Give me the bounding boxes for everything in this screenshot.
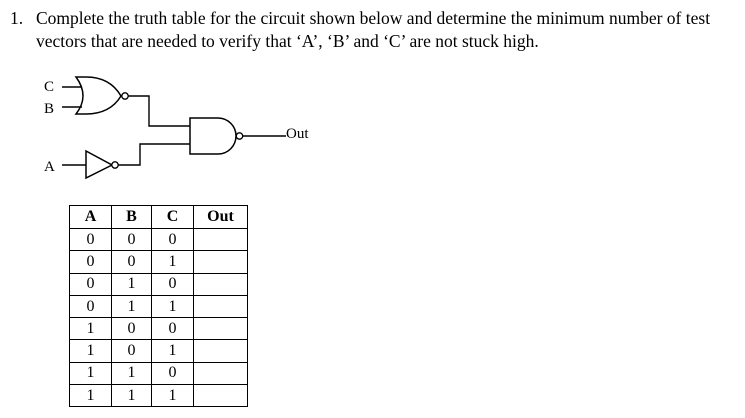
cell-out[interactable] [194,273,248,295]
question-number: 1. [10,8,24,28]
cell-c: 0 [152,318,194,340]
truth-table [69,205,248,407]
input-label-b: B [44,101,55,117]
cell-out[interactable] [194,295,248,317]
cell-out[interactable] [194,229,248,251]
cell-a: 0 [70,295,112,317]
cell-b: 1 [112,362,152,384]
table-row [70,251,248,273]
truth-table-header-row [70,206,248,229]
output-label: Out [286,126,309,142]
table-row [70,340,248,362]
cell-b: 0 [112,229,152,251]
wire-not-to-nand [118,144,190,165]
cell-out[interactable] [194,385,248,407]
cell-c: 1 [152,251,194,273]
cell-a: 0 [70,229,112,251]
header-out: Out [194,206,248,229]
cell-b: 1 [112,385,152,407]
input-label-a: A [44,159,55,175]
header-c: C [152,206,194,229]
nand-gate [190,118,243,154]
cell-b: 0 [112,251,152,273]
cell-a: 1 [70,340,112,362]
table-row [70,318,248,340]
cell-c: 1 [152,295,194,317]
header-a: A [70,206,112,229]
cell-c: 0 [152,362,194,384]
cell-a: 0 [70,251,112,273]
cell-b: 1 [112,273,152,295]
cell-c: 1 [152,340,194,362]
cell-a: 1 [70,362,112,384]
not-gate [86,151,118,178]
nor-gate [76,77,128,114]
header-b: B [112,206,152,229]
cell-a: 0 [70,273,112,295]
cell-b: 1 [112,295,152,317]
table-row [70,385,248,407]
cell-a: 1 [70,318,112,340]
table-row [70,295,248,317]
cell-c: 0 [152,273,194,295]
cell-b: 0 [112,340,152,362]
cell-out[interactable] [194,318,248,340]
cell-b: 0 [112,318,152,340]
input-label-c: C [44,79,55,95]
cell-out[interactable] [194,362,248,384]
cell-c: 1 [152,385,194,407]
table-row [70,362,248,384]
question-text: Complete the truth table for the circuit shown below and determine the minimum number of test vectors that are needed to verify that ‘A’, ‘B’ and ‘C’ are not stuck high. [36,8,711,51]
cell-out[interactable] [194,251,248,273]
wire-nor-to-nand [128,96,190,126]
cell-c: 0 [152,229,194,251]
cell-a: 1 [70,385,112,407]
cell-out[interactable] [194,340,248,362]
table-row [70,273,248,295]
table-row [70,229,248,251]
